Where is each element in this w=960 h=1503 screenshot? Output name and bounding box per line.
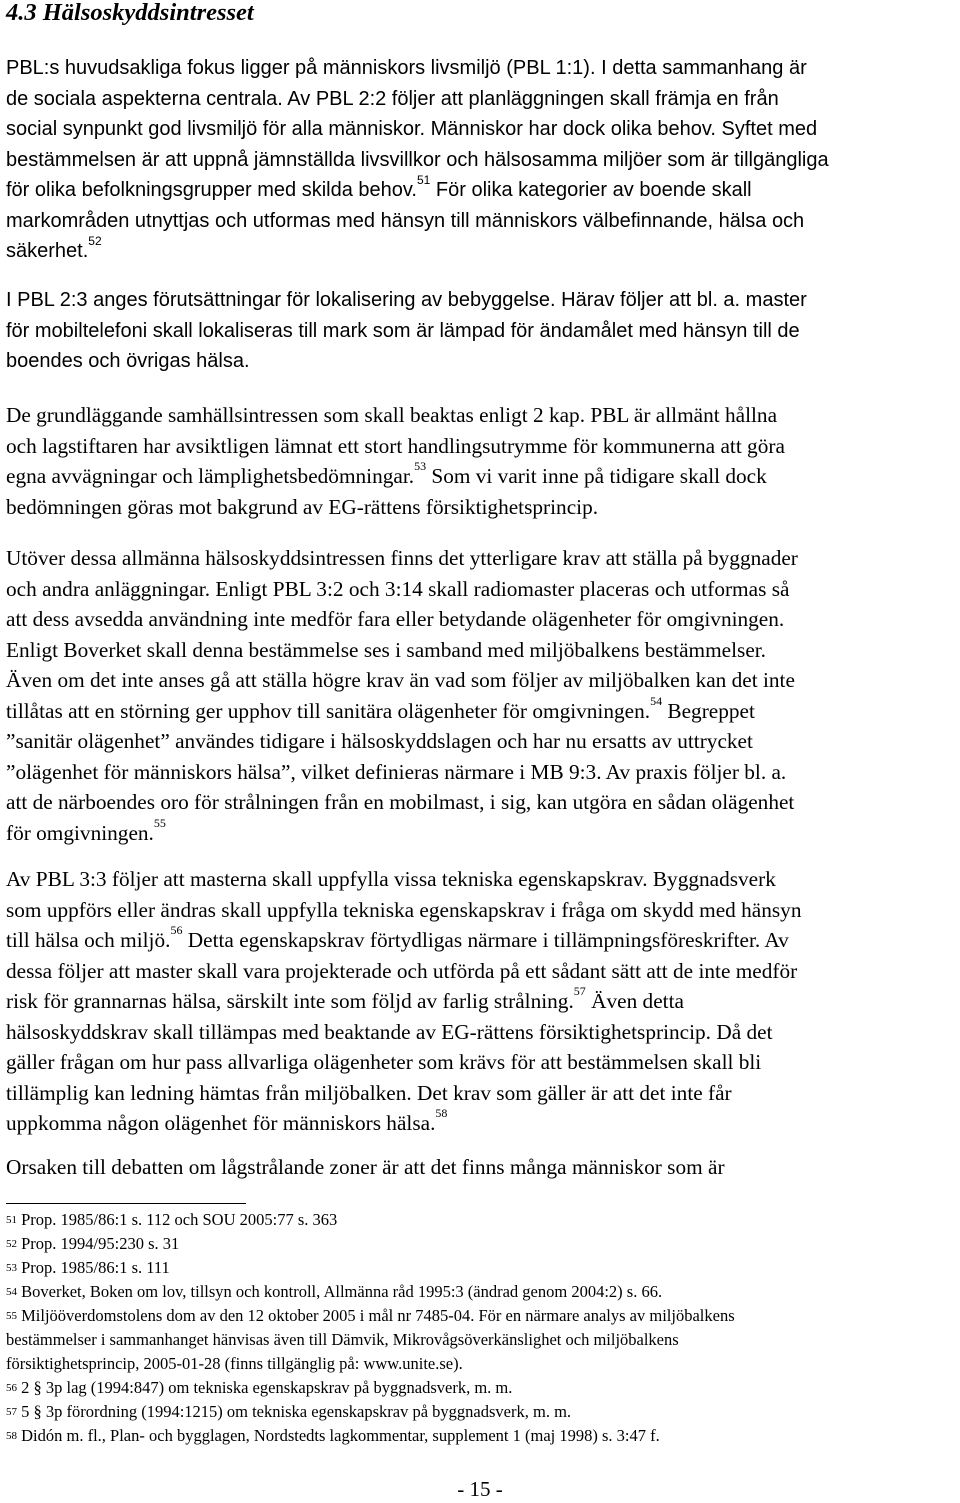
footnote xyxy=(6,1232,952,1256)
footnote-text: 5 § 3p förordning (1994:1215) om tekniska egenskapskrav på byggnadsverk, m. m. xyxy=(17,1402,572,1421)
footnote-number: 55 xyxy=(6,1310,17,1322)
text-line xyxy=(6,175,952,206)
footnote-number: 52 xyxy=(6,1238,17,1250)
paragraph-3 xyxy=(6,400,952,522)
paragraph-2 xyxy=(6,285,952,377)
text-segment: för olika befolkningsgrupper med skilda behov. xyxy=(6,179,417,201)
text-line: tillämplig kan ledning hämtas från miljöbalken. Det krav som gäller är att det inte får xyxy=(6,1080,732,1105)
footnote-ref: 56 xyxy=(170,923,183,937)
text-line: boendes och övrigas hälsa. xyxy=(6,350,250,372)
text-segment: för omgivningen. xyxy=(6,820,154,845)
text-line: bedömningen göras mot bakgrund av EG-rättens försiktighetsprincip. xyxy=(6,494,599,519)
text-line: hälsoskyddskrav skall tillämpas med beaktande av EG-rättens försiktighetsprincip. Då det xyxy=(6,1019,773,1044)
text-segment: För olika kategorier av boende skall xyxy=(430,179,752,201)
section-heading: 4.3 Hälsoskyddsintresset xyxy=(6,0,254,26)
footnote-text: Boverket, Boken om lov, tillsyn och kontroll, Allmänna råd 1995:3 (ändrad genom 2004:2) s. 66. xyxy=(17,1282,663,1301)
paragraph-1 xyxy=(6,53,952,267)
footnote-divider xyxy=(6,1203,246,1204)
text-line: Även om det inte anses gå att ställa högre krav än vad som följer av miljöbalken kan det inte xyxy=(6,668,795,692)
text-segment: risk för grannarnas hälsa, särskilt inte som följd av farlig strålning. xyxy=(6,989,574,1013)
text-line xyxy=(6,693,952,727)
text-line: Enligt Boverket skall denna bestämmelse ses i samband med miljöbalkens bestämmelser. xyxy=(6,637,767,662)
text-line: de sociala aspekterna centrala. Av PBL 2:2 följer att planläggningen skall främja en från xyxy=(6,87,779,110)
paragraph-4 xyxy=(6,543,952,848)
footnote xyxy=(6,1376,952,1400)
footnote xyxy=(6,1304,952,1328)
text-line: och andra anläggningar. Enligt PBL 3:2 och 3:14 skall radiomaster placeras och utformas så xyxy=(6,576,790,601)
text-line: ”sanitär olägenhet” användes tidigare i hälsoskyddslagen och har nu ersatts av uttrycket xyxy=(6,729,753,753)
footnote-number: 53 xyxy=(6,1262,17,1274)
footnote-text: Prop. 1994/95:230 s. 31 xyxy=(17,1234,180,1253)
footnote-number: 51 xyxy=(6,1214,17,1226)
text-segment: egna avvägningar och lämplighetsbedömningar. xyxy=(6,464,415,488)
footnote-ref: 58 xyxy=(435,1106,448,1120)
text-segment: tillåtas att en störning ger upphov till sanitära olägenheter för omgivningen. xyxy=(6,698,651,723)
paragraph-6 xyxy=(6,1152,952,1183)
text-line: gäller frågan om hur pass allvarliga olägenheter som krävs för att bestämmelsen skall bli xyxy=(6,1050,762,1074)
footnote-ref: 54 xyxy=(650,693,663,708)
text-line: De grundläggande samhällsintressen som skall beaktas enligt 2 kap. PBL är allmänt hållna xyxy=(6,403,778,427)
text-line: Orsaken till debatten om lågstrålande zoner är att det finns många människor som är xyxy=(6,1155,725,1179)
footnote xyxy=(6,1280,952,1304)
text-line: Utöver dessa allmänna hälsoskyddsintressen finns det ytterligare krav att ställa på byggnader xyxy=(6,546,798,570)
text-segment: säkerhet. xyxy=(6,240,89,262)
text-line xyxy=(6,986,952,1017)
text-segment: Detta egenskapskrav förtydligas närmare i tillämpningsföreskrifter. Av xyxy=(182,928,789,952)
paragraph-5 xyxy=(6,864,952,1139)
text-line: I PBL 2:3 anges förutsättningar för lokalisering av bebyggelse. Härav följer att bl. a. master xyxy=(6,289,807,311)
text-line: social synpunkt god livsmiljö för alla människor. Människor har dock olika behov. Syftet med xyxy=(6,118,818,140)
text-line: PBL:s huvudsakliga fokus ligger på människors livsmiljö (PBL 1:1). I detta sammanhang är xyxy=(6,57,807,79)
text-line xyxy=(6,1108,952,1139)
text-segment: Även detta xyxy=(585,989,684,1013)
text-line: markområden utnyttjas och utformas med hänsyn till människors välbefinnande, hälsa och xyxy=(6,209,805,232)
footnote-ref: 52 xyxy=(88,234,102,248)
text-line: dessa följer att master skall vara projekterade och utförda på ett sådant sätt att de inte medför xyxy=(6,958,798,983)
text-line: bestämmelsen är att uppnå jämnställda livsvillkor och hälsosamma miljöer som är tillgängliga xyxy=(6,148,829,171)
text-line xyxy=(6,236,952,267)
footnote xyxy=(6,1256,952,1280)
footnote-text: försiktighetsprincip, 2005-01-28 (finns tillgänglig på: www.unite.se). xyxy=(6,1354,463,1373)
page-number: - 15 - xyxy=(457,1477,503,1501)
footnote-text: 2 § 3p lag (1994:847) om tekniska egenskapskrav på byggnadsverk, m. m. xyxy=(17,1378,513,1397)
footnote xyxy=(6,1424,952,1448)
text-line: att dess avsedda användning inte medför fara eller betydande olägenheter för omgivningen. xyxy=(6,607,785,631)
text-segment: Som vi varit inne på tidigare skall dock xyxy=(426,464,767,488)
footnote-number: 58 xyxy=(6,1430,17,1442)
text-line xyxy=(6,461,952,492)
text-segment: uppkomma någon olägenhet för människors hälsa. xyxy=(6,1111,436,1135)
text-line: att de närboendes oro för strålningen från en mobilmast, i sig, kan utgöra en sådan olägenhet xyxy=(6,790,795,814)
footnote-number: 57 xyxy=(6,1406,17,1418)
footnote-text: Prop. 1985/86:1 s. 111 xyxy=(17,1258,170,1277)
text-line: som uppförs eller ändras skall uppfylla tekniska egenskapskrav i fråga om skydd med hänsyn xyxy=(6,897,802,922)
footnote-ref: 55 xyxy=(153,815,166,830)
footnote-text: bestämmelser i sammanhanget hänvisas även till Dämvik, Mikrovågsöverkänslighet och miljöbalkens xyxy=(6,1330,679,1349)
footnote-ref: 57 xyxy=(573,984,586,998)
text-segment: till hälsa och miljö. xyxy=(6,928,171,952)
footnote-number: 56 xyxy=(6,1382,17,1394)
text-segment: Begreppet xyxy=(662,698,755,723)
footnote xyxy=(6,1400,952,1424)
footnote-ref: 53 xyxy=(414,459,427,473)
text-line: ”olägenhet för människors hälsa”, vilket definieras närmare i MB 9:3. Av praxis följer bl. a. xyxy=(6,759,787,784)
footnote-number: 54 xyxy=(6,1286,17,1298)
text-line xyxy=(6,925,952,956)
text-line: och lagstiftaren har avsiktligen lämnat ett stort handlingsutrymme för kommunerna att göra xyxy=(6,433,785,458)
footnote xyxy=(6,1208,952,1232)
text-line: för mobiltelefoni skall lokaliseras till mark som är lämpad för ändamålet med hänsyn till de xyxy=(6,319,800,342)
footnote-text: Didón m. fl., Plan- och bygglagen, Nordstedts lagkommentar, supplement 1 (maj 1998) s. 3:47 f. xyxy=(17,1426,660,1445)
footnote-continuation xyxy=(6,1328,952,1352)
footnote-text: Prop. 1985/86:1 s. 112 och SOU 2005:77 s. 363 xyxy=(17,1210,338,1229)
footnotes xyxy=(6,1208,952,1448)
text-line xyxy=(6,815,952,849)
text-line: Av PBL 3:3 följer att masterna skall uppfylla vissa tekniska egenskapskrav. Byggnadsverk xyxy=(6,867,776,891)
footnote-continuation xyxy=(6,1352,952,1376)
footnote-text: Miljööverdomstolens dom av den 12 oktober 2005 i mål nr 7485-04. För en närmare analys av miljöbalkens xyxy=(17,1306,735,1325)
footnote-ref: 51 xyxy=(416,173,431,187)
